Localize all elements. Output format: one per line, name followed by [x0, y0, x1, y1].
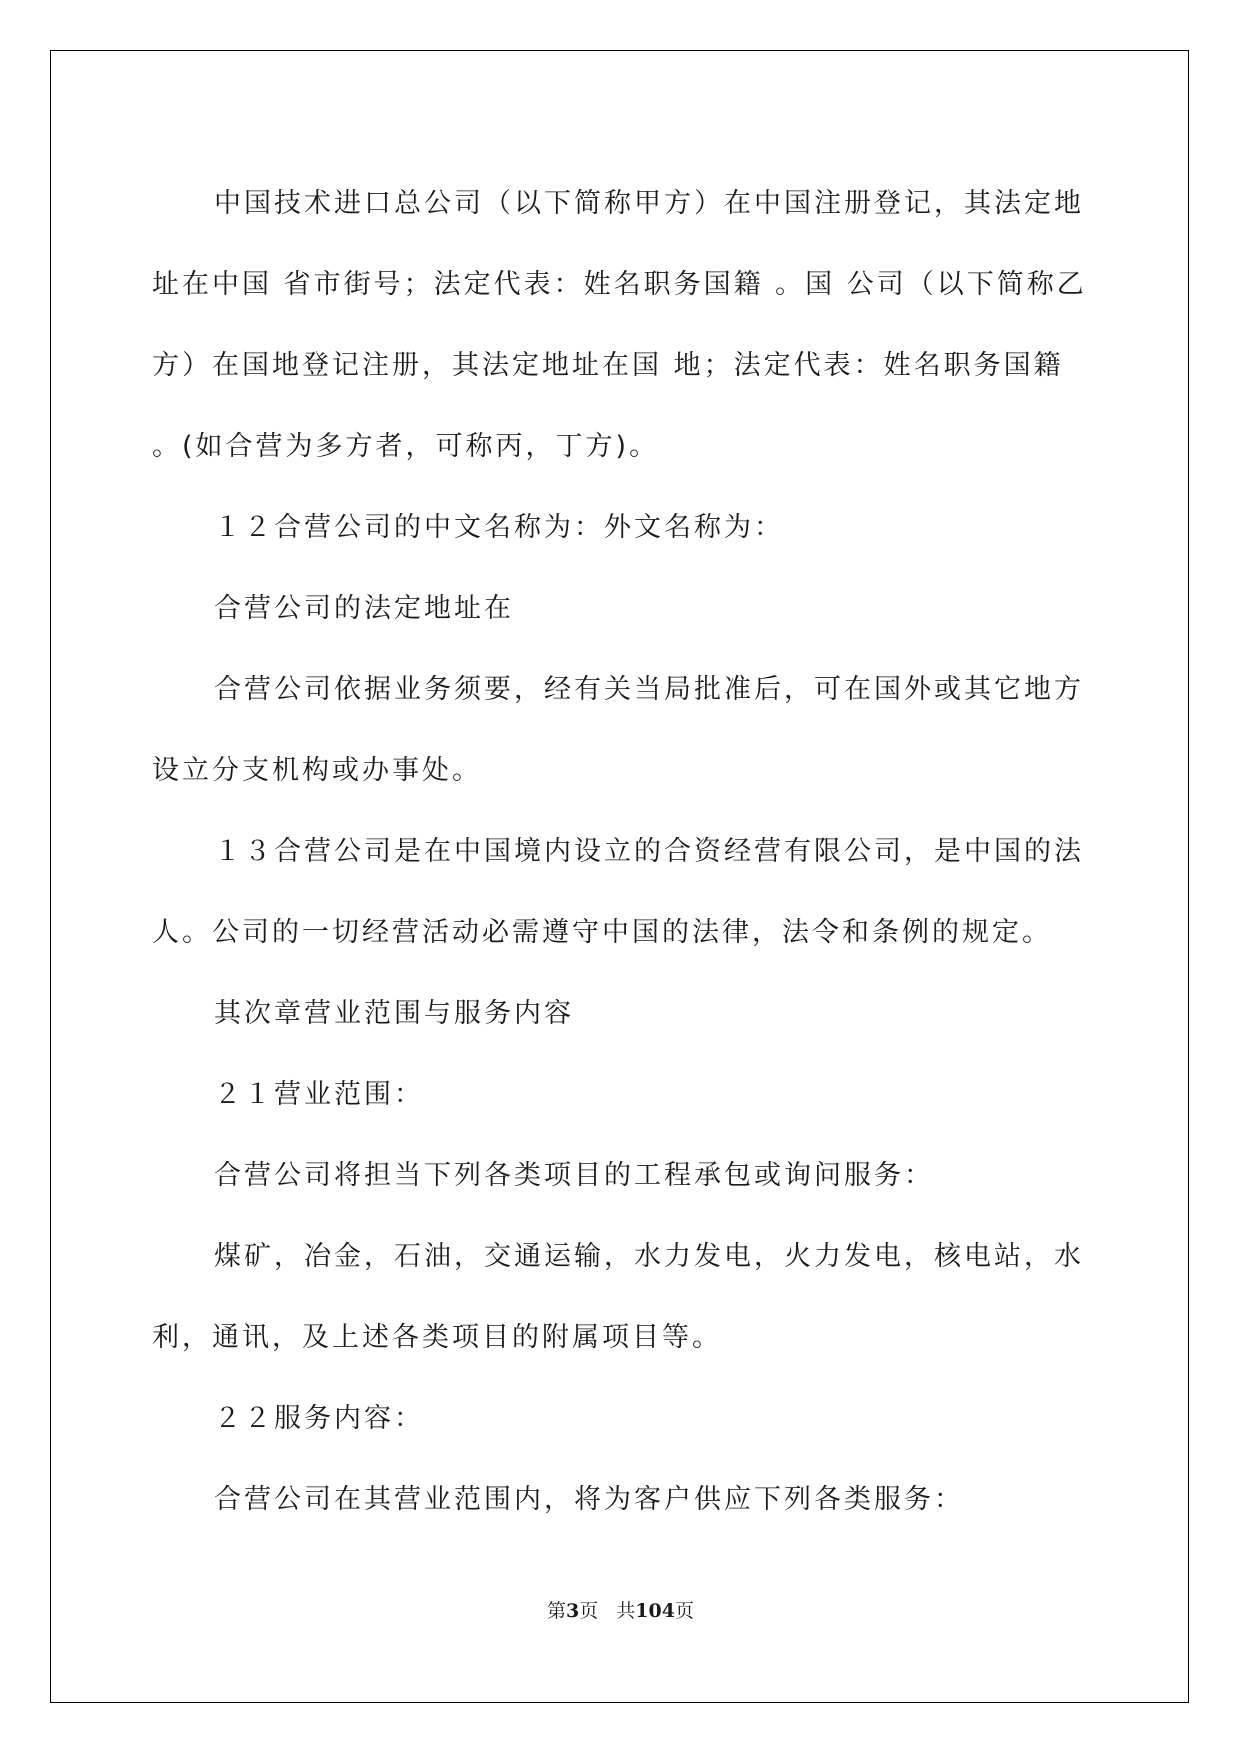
section-heading-scope: ２１营业范围： [214, 1079, 424, 1110]
page-footer [0, 1596, 1241, 1623]
paragraph-company-name: １２合营公司的中文名称为：外文名称为： [214, 512, 784, 543]
chapter-heading: 其次章营业范围与服务内容 [214, 998, 574, 1029]
paragraph-parties: 中国技术进口总公司（以下简称甲方）在中国注册登记，其法定地址在中国 省市街号；法定代表：姓名职务国籍 。国 公司（以下简称乙方）在国地登记注册，其法定地址在国 地；法定代表：姓名职务国籍 。(如合营为多方者，可称丙，丁方)。 [152, 188, 1087, 462]
paragraph-services-intro: 合营公司在其营业范围内，将为客户供应下列各类服务： [214, 1484, 964, 1515]
total-prefix: 共 [616, 1600, 636, 1622]
page-prefix: 第 [547, 1600, 567, 1622]
paragraph-branches: 合营公司依据业务须要，经有关当局批准后，可在国外或其它地方设立分支机构或办事处。 [152, 674, 1084, 786]
paragraph-scope-list: 煤矿，冶金，石油，交通运输，水力发电，火力发电，核电站，水利，通讯，及上述各类项目的附属项目等。 [152, 1241, 1084, 1353]
paragraph-scope-intro: 合营公司将担当下列各类项目的工程承包或询问服务： [214, 1160, 934, 1191]
total-pages: 104 [635, 1600, 675, 1622]
page-number: 3 [566, 1600, 580, 1622]
paragraph-legal-address: 合营公司的法定地址在 [214, 593, 514, 624]
document-body [152, 163, 1092, 1540]
paragraph-legal-person: １３合营公司是在中国境内设立的合资经营有限公司，是中国的法人。公司的一切经营活动必需遵守中国的法律，法令和条例的规定。 [152, 836, 1084, 948]
section-heading-services: ２２服务内容： [214, 1403, 424, 1434]
page-suffix: 页 [579, 1600, 599, 1622]
total-suffix: 页 [674, 1600, 694, 1622]
